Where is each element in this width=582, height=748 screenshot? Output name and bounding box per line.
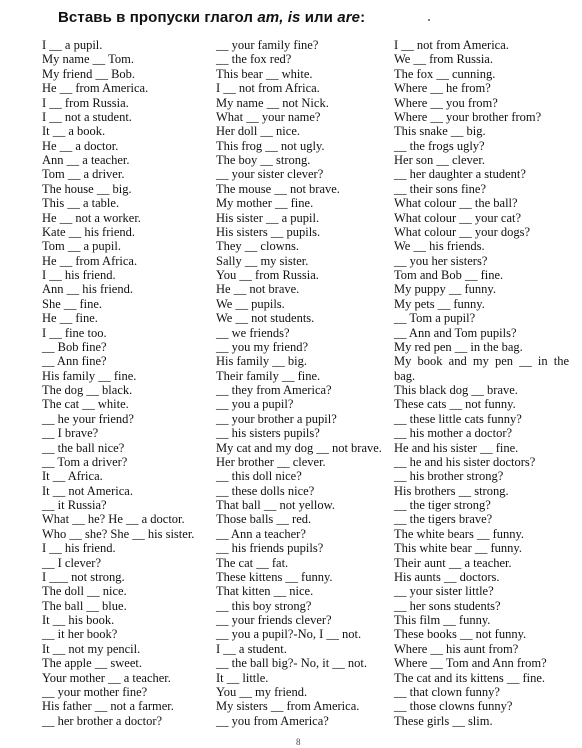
exercise-sentence: He __ from America. [42, 81, 149, 96]
exercise-sentence: His family __ fine. [42, 368, 137, 383]
exercise-sentence: Her doll __ nice. [216, 124, 301, 139]
exercise-sentence: We __ his friends. [394, 239, 485, 254]
exercise-sentence: These girls __ slim. [394, 713, 493, 728]
exercise-sentence: Where __ Tom and Ann from? [394, 656, 547, 671]
exercise-sentence: Where __ you from? [394, 95, 498, 110]
exercise-sentence: __ the tiger strong? [394, 498, 491, 512]
exercise-sentence: __ this boy strong? [216, 598, 312, 613]
exercise-sentence: __ these little cats funny? [394, 411, 522, 426]
exercise-sentence: The cat and its kittens __ fine. [394, 670, 546, 685]
exercise-sentence: __ their sons fine? [394, 181, 486, 196]
exercise-sentence: __ it Russia? [42, 498, 107, 512]
exercise-sentence: This bear __ white. [216, 66, 313, 81]
exercise-sentence: He __ fine. [42, 311, 98, 326]
exercise-sentence: I __ a pupil. [42, 38, 103, 52]
exercise-sentence: I __ his friend. [42, 541, 116, 556]
exercise-sentence: Where __ his aunt from? [394, 641, 519, 656]
exercise-sentence: I __ not from America. [394, 38, 509, 52]
exercise-sentence: Ann __ his friend. [42, 282, 133, 297]
exercise-sentence: __ this doll nice? [216, 469, 302, 484]
exercise-sentence: __ Ann and Tom pupils? [394, 325, 517, 340]
heading-joiner: или [304, 9, 333, 26]
exercise-sentence: His sisters __ pupils. [216, 224, 321, 239]
exercise-sentence: __ I clever? [42, 555, 101, 570]
exercise-sentence: My name __ not Nick. [216, 95, 329, 110]
exercise-sentence: My mother __ fine. [216, 196, 314, 211]
exercise-sentence: __ Tom a driver? [42, 454, 128, 469]
exercise-sentence: He __ from Africa. [42, 253, 138, 268]
exercise-sentence: These books __ not funny. [394, 627, 527, 642]
exercise-sentence: Who __ she? She __ his sister. [42, 526, 195, 541]
exercise-sentence: __ he and his sister doctors? [394, 454, 536, 469]
exercise-sentence: This white bear __ funny. [394, 541, 522, 556]
sentence-column-2 [216, 38, 391, 728]
exercise-sentence: __ you from America? [216, 713, 329, 728]
exercise-sentence: __ her sons students? [394, 598, 501, 613]
exercise-sentence: You __ my friend. [216, 684, 308, 699]
exercise-sentence: My friend __ Bob. [42, 66, 136, 81]
exercise-sentence: __ her brother a doctor? [42, 713, 163, 728]
exercise-sentence: __ the tigers brave? [394, 512, 493, 527]
exercise-sentence: I __ fine too. [42, 325, 107, 340]
exercise-sentence: This snake __ big. [394, 124, 486, 139]
exercise-sentence: The mouse __ not brave. [216, 181, 340, 196]
sentence-column-3 [394, 38, 569, 728]
exercise-sentence: __ that clown funny? [394, 684, 500, 699]
exercise-sentence: What __ he? He __ a doctor. [42, 512, 185, 527]
exercise-sentence: We __ pupils. [216, 296, 285, 311]
exercise-sentence: I ___ not strong. [42, 569, 125, 584]
exercise-sentence: Where __ he from? [394, 81, 491, 96]
exercise-sentence: These cats __ not funny. [394, 397, 516, 412]
heading-verbs: am, is [257, 9, 301, 26]
exercise-sentence: __ the ball nice? [42, 440, 125, 455]
exercise-sentence: I __ his friend. [42, 268, 116, 282]
exercise-sentence: __ your friends clever? [216, 613, 332, 627]
exercise-sentence: I __ not a student. [42, 109, 132, 124]
exercise-sentence: My book and my pen __ in the [394, 354, 569, 369]
exercise-heading [58, 9, 365, 26]
exercise-sentence: bag. [394, 368, 416, 383]
heading-prefix: Вставь в пропуски глагол [58, 9, 254, 26]
exercise-sentence: He __ not brave. [216, 282, 300, 297]
page-number: 8 [296, 737, 301, 747]
exercise-sentence: They __ clowns. [216, 239, 299, 254]
exercise-sentence: My puppy __ funny. [394, 282, 496, 297]
exercise-sentence: The house __ big. [42, 181, 132, 196]
exercise-sentence: The white bears __ funny. [394, 526, 525, 541]
exercise-sentence: __ you a pupil?-No, I __ not. [216, 627, 362, 642]
exercise-sentence: The cat __ white. [42, 397, 129, 412]
exercise-sentence: I __ from Russia. [42, 95, 129, 110]
exercise-sentence: Those balls __ red. [216, 512, 312, 527]
exercise-sentence: I __ not from Africa. [216, 81, 320, 96]
exercise-sentence: The doll __ nice. [42, 584, 127, 599]
exercise-sentence: __ Bob fine? [42, 339, 107, 354]
exercise-sentence: What colour __ the ball? [394, 196, 518, 211]
exercise-sentence: We __ from Russia. [394, 52, 493, 67]
exercise-sentence: Kate __ his friend. [42, 224, 136, 239]
heading-colon: : [360, 9, 366, 26]
exercise-sentence: She __ fine. [42, 296, 103, 311]
exercise-sentence: The dog __ black. [42, 383, 133, 397]
exercise-sentence: This frog __ not ugly. [216, 138, 325, 153]
exercise-sentence: The boy __ strong. [216, 153, 311, 167]
exercise-sentence: It __ Africa. [42, 469, 103, 484]
exercise-sentence: My name __ Tom. [42, 52, 134, 67]
exercise-sentence: __ I brave? [42, 426, 99, 441]
exercise-sentence: __ her daughter a student? [394, 167, 526, 182]
exercise-sentence: My sisters __ from America. [216, 699, 360, 714]
exercise-sentence: __ your sister little? [394, 584, 494, 599]
exercise-sentence: What colour __ your dogs? [394, 224, 531, 239]
exercise-sentence: Ann __ a teacher. [42, 153, 130, 167]
exercise-sentence: This film __ funny. [394, 613, 491, 627]
exercise-sentence: __ your sister clever? [216, 167, 324, 182]
exercise-sentence: The fox __ cunning. [394, 66, 496, 81]
exercise-sentence: Their family __ fine. [216, 368, 321, 383]
exercise-sentence: __ Ann fine? [42, 354, 107, 369]
exercise-sentence: His father __ not a farmer. [42, 699, 174, 714]
exercise-sentence: __ your family fine? [216, 38, 319, 52]
exercise-sentence: __ his sisters pupils? [216, 426, 320, 441]
exercise-sentence: It __ a book. [42, 124, 106, 139]
exercise-sentence: __ his mother a doctor? [394, 426, 513, 441]
exercise-sentence: Sally __ my sister. [216, 253, 309, 268]
exercise-sentence: His brothers __ strong. [394, 483, 509, 498]
exercise-sentence: __ they from America? [216, 383, 332, 397]
exercise-sentence: Her brother __ clever. [216, 454, 326, 469]
exercise-sentence: __ your brother a pupil? [216, 411, 337, 426]
exercise-sentence: It __ little. [216, 670, 269, 685]
exercise-sentence: You __ from Russia. [216, 268, 319, 282]
exercise-sentence: __ these dolls nice? [216, 483, 315, 498]
exercise-sentence: His aunts __ doctors. [394, 569, 500, 584]
exercise-sentence: It __ his book. [42, 613, 115, 627]
exercise-sentence: __ his friends pupils? [216, 541, 324, 556]
exercise-sentence: This black dog __ brave. [394, 383, 518, 397]
exercise-sentence: Tom __ a driver. [42, 167, 125, 182]
exercise-sentence: The cat __ fat. [216, 555, 289, 570]
exercise-sentence: __ the ball big?- No, it __ not. [216, 656, 368, 671]
exercise-sentence: Where __ your brother from? [394, 109, 542, 124]
exercise-sentence: __ you her sisters? [394, 253, 488, 268]
exercise-sentence: Your mother __ a teacher. [42, 670, 171, 685]
exercise-sentence: __ your mother fine? [42, 684, 148, 699]
exercise-sentence: Tom and Bob __ fine. [394, 268, 504, 282]
exercise-sentence: __ the frogs ugly? [394, 138, 485, 153]
exercise-sentence: __ his brother strong? [394, 469, 504, 484]
exercise-sentence: The ball __ blue. [42, 598, 127, 613]
exercise-sentence: We __ not students. [216, 311, 315, 326]
exercise-sentence: I __ a student. [216, 641, 287, 656]
exercise-sentence: These kittens __ funny. [216, 569, 333, 584]
exercise-sentence: My pets __ funny. [394, 296, 485, 311]
exercise-sentence: He and his sister __ fine. [394, 440, 519, 455]
exercise-sentence: __ the fox red? [216, 52, 292, 67]
exercise-sentence: My cat and my dog __ not brave. [216, 440, 382, 455]
exercise-sentence: It __ not America. [42, 483, 133, 498]
sentence-column-1 [42, 38, 207, 728]
exercise-sentence: The apple __ sweet. [42, 656, 142, 671]
exercise-sentence: What colour __ your cat? [394, 210, 522, 225]
exercise-sentence: __ Ann a teacher? [216, 526, 306, 541]
exercise-sentence: __ he your friend? [42, 411, 134, 426]
exercise-sentence: My red pen __ in the bag. [394, 339, 523, 354]
exercise-sentence: His family __ big. [216, 354, 307, 369]
exercise-sentence: His sister __ a pupil. [216, 210, 320, 225]
exercise-sentence: It __ not my pencil. [42, 641, 141, 656]
heading-last-verb: are [337, 9, 361, 26]
exercise-sentence: He __ a doctor. [42, 138, 119, 153]
exercise-sentence: That ball __ not yellow. [216, 498, 335, 512]
exercise-sentence: What __ your name? [216, 109, 321, 124]
exercise-sentence: Her son __ clever. [394, 153, 485, 167]
exercise-sentence: This __ a table. [42, 196, 120, 211]
exercise-sentence: That kitten __ nice. [216, 584, 314, 599]
exercise-sentence: __ you my friend? [216, 339, 308, 354]
exercise-sentence: __ it her book? [42, 627, 118, 642]
exercise-sentence: __ Tom a pupil? [394, 311, 476, 326]
speck-mark [428, 19, 430, 21]
exercise-sentence: __ those clowns funny? [394, 699, 513, 714]
exercise-sentence: Their aunt __ a teacher. [394, 555, 512, 570]
exercise-sentence: __ we friends? [216, 325, 290, 340]
exercise-sentence: __ you a pupil? [216, 397, 294, 412]
exercise-sentence: He __ not a worker. [42, 210, 141, 225]
exercise-sentence: Tom __ a pupil. [42, 239, 121, 254]
